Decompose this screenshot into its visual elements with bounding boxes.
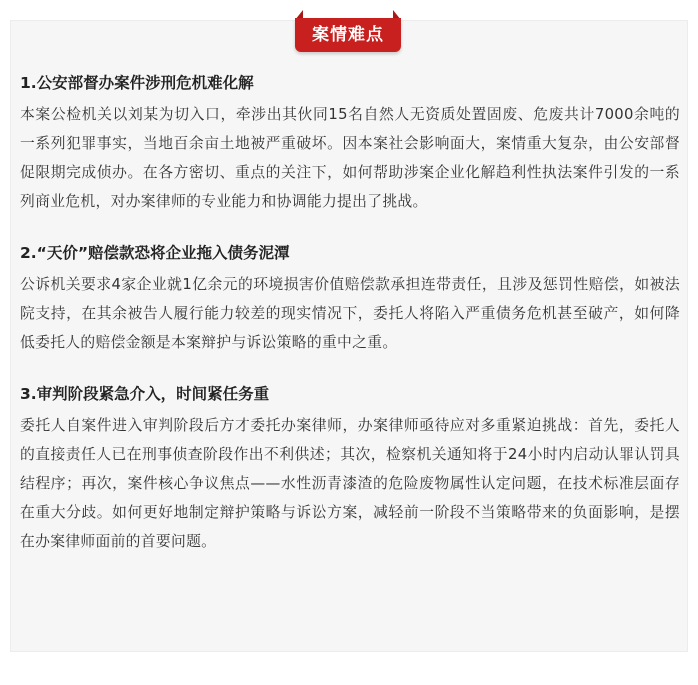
section-title: 1.公安部督办案件涉刑危机难化解 [20,74,254,92]
section-banner [295,10,401,54]
section-paragraph: 委托人自案件进入审判阶段后方才委托办案律师，办案律师亟待应对多重紧迫挑战：首先，委托人的直接责任人已在刑事侦查阶段作出不利供述；其次，检察机关通知将于24小时内启动认罪认罚具结程序；再次，案件核心争议焦点——水性沥青漆渣的危险废物属性认定问题，在技术标准层面存在重大分歧。如何更好地制定辩护策略与诉讼方案，减轻前一阶段不当策略带来的负面影响，是摆在办案律师面前的首要问题。 [20,417,680,550]
case-content [20,72,680,582]
difficulty-section-2 [20,242,680,357]
difficulty-section-3 [20,383,680,556]
section-paragraph: 本案公检机关以刘某为切入口，牵涉出其伙同15名自然人无资质处置固废、危废共计7000余吨的一系列犯罪事实，当地百余亩土地被严重破坏。因本案社会影响面大，案情重大复杂，由公安部督促限期完成侦办。在各方密切、重点的关注下，如何帮助涉案企业化解趋利性执法案件引发的一系列商业危机，对办案律师的专业能力和协调能力提出了挑战。 [20,106,680,210]
section-title: 3.审判阶段紧急介入，时间紧任务重 [20,385,270,403]
banner-title: 案情难点 [295,18,401,52]
difficulty-section-1 [20,72,680,216]
section-title: 2.“天价”赔偿款恐将企业拖入债务泥潭 [20,244,290,262]
section-paragraph: 公诉机关要求4家企业就1亿余元的环境损害价值赔偿款承担连带责任，且涉及惩罚性赔偿，如被法院支持，在其余被告人履行能力较差的现实情况下，委托人将陷入严重债务危机甚至破产，如何降低委托人的赔偿金额是本案辩护与诉讼策略的重中之重。 [20,276,680,351]
